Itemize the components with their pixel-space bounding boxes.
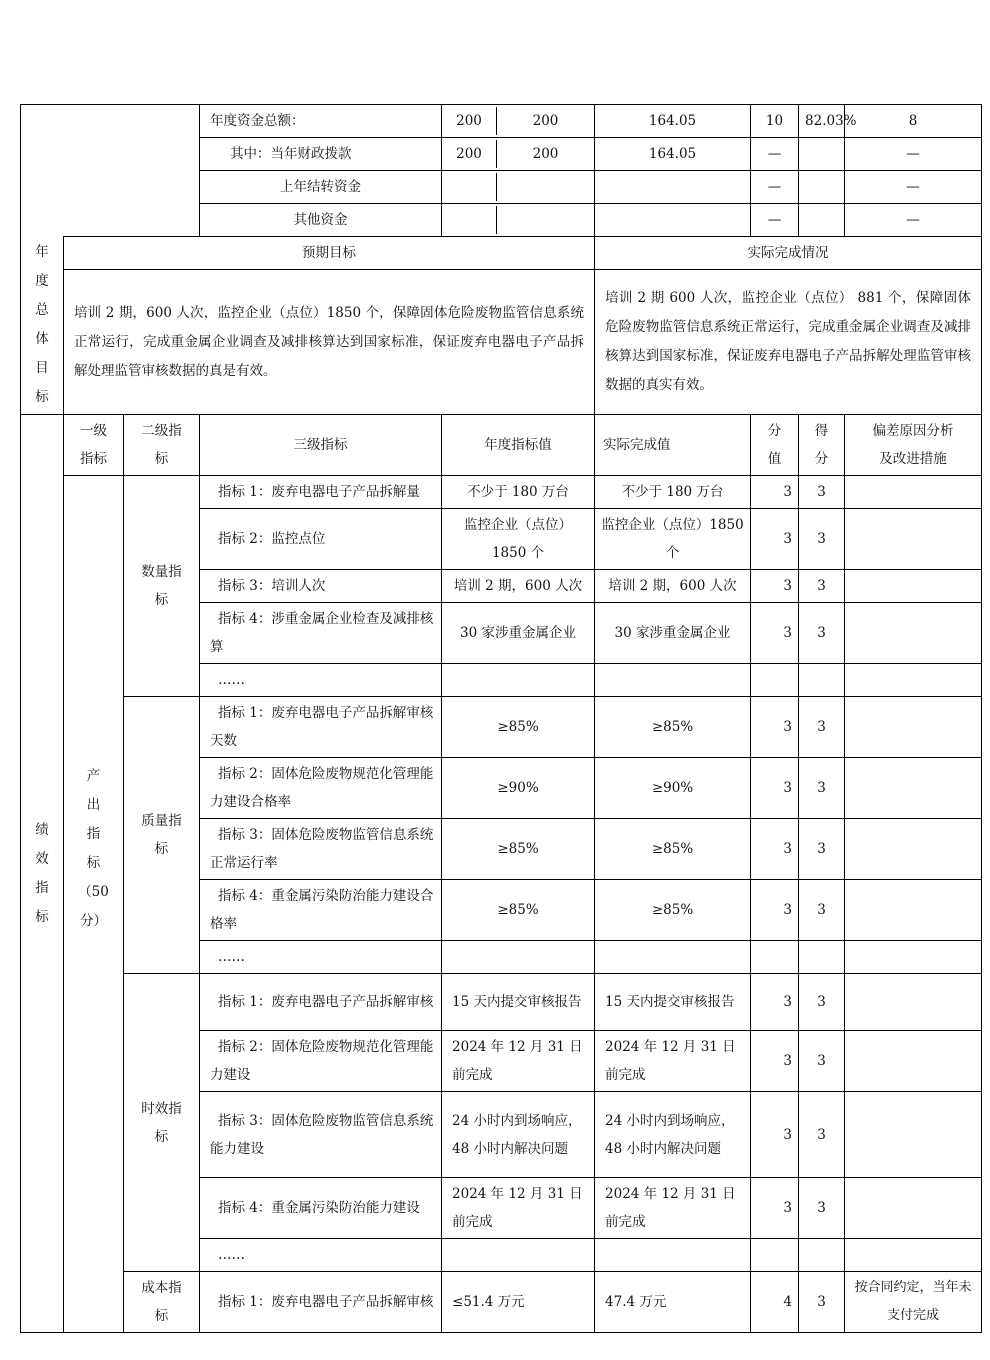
funds-fiscal-rate bbox=[799, 138, 845, 171]
header-level2: 二级指 标 bbox=[124, 415, 200, 476]
funds-fiscal-a: 200 bbox=[442, 140, 497, 168]
indicator-target: 培训 2 期，600 人次 bbox=[442, 570, 595, 603]
funds-carryover-score-value: — bbox=[751, 171, 799, 204]
indicator-score: 3 bbox=[799, 1092, 845, 1178]
funds-total-label: 年度资金总额： bbox=[200, 105, 442, 138]
indicator-score: 3 bbox=[799, 603, 845, 664]
indicator-name: 指标 2：固体危险废物规范化管理能力建设 bbox=[200, 1031, 442, 1092]
header-level3: 三级指标 bbox=[200, 415, 442, 476]
indicator-score-value: 3 bbox=[751, 819, 799, 880]
indicator-actual: ≥90% bbox=[595, 758, 751, 819]
timeliness-indicator-label: 时效指 标 bbox=[124, 974, 200, 1272]
header-score-value: 分 值 bbox=[751, 415, 799, 476]
cost-indicator-label: 成本指 标 bbox=[124, 1272, 200, 1333]
indicator-score: 3 bbox=[799, 974, 845, 1031]
indicator-actual: ≥85% bbox=[595, 819, 751, 880]
table-row bbox=[21, 697, 982, 758]
quality-indicator-label: 质量指 标 bbox=[124, 697, 200, 974]
indicator-score: 3 bbox=[799, 476, 845, 509]
indicator-score-value: 3 bbox=[751, 758, 799, 819]
funds-carryover-label: 上年结转资金 bbox=[200, 171, 442, 204]
funds-total-b: 200 bbox=[532, 113, 559, 129]
header-level1: 一级 指标 bbox=[64, 415, 124, 476]
indicator-score-value: 3 bbox=[751, 1092, 799, 1178]
indicator-target: ≥85% bbox=[442, 819, 595, 880]
indicator-score: 3 bbox=[799, 570, 845, 603]
indicator-actual: ≥85% bbox=[595, 880, 751, 941]
indicator-actual: 24 小时内到场响应，48 小时内解决问题 bbox=[595, 1092, 751, 1178]
indicator-target: 不少于 180 万台 bbox=[442, 476, 595, 509]
header-reason: 偏差原因分析 及改进措施 bbox=[845, 415, 982, 476]
funds-fiscal-b: 200 bbox=[532, 146, 559, 162]
indicator-actual: 15 天内提交审核报告 bbox=[595, 974, 751, 1031]
indicator-target: ≥90% bbox=[442, 758, 595, 819]
indicator-actual: 47.4 万元 bbox=[595, 1272, 751, 1333]
indicator-target: ≤51.4 万元 bbox=[442, 1272, 595, 1333]
table-row bbox=[21, 1272, 982, 1333]
funds-row-total bbox=[21, 105, 982, 138]
funds-total-score-value: 10 bbox=[751, 105, 799, 138]
indicator-score-value: 4 bbox=[751, 1272, 799, 1333]
indicator-name: 指标 2：固体危险废物规范化管理能力建设合格率 bbox=[200, 758, 442, 819]
indicator-score-value: 3 bbox=[751, 1178, 799, 1239]
indicator-target: 24 小时内到场响应，48 小时内解决问题 bbox=[442, 1092, 595, 1178]
indicator-name: 指标 1：废弃电器电子产品拆解量 bbox=[200, 476, 442, 509]
indicator-target: ≥85% bbox=[442, 880, 595, 941]
quantity-indicator-label: 数量指 标 bbox=[124, 476, 200, 697]
output-indicator-label: 产 出 指 标 （50 分） bbox=[64, 476, 124, 1333]
table-row bbox=[21, 974, 982, 1031]
funds-total-score: 8 bbox=[908, 113, 918, 129]
header-score: 得 分 bbox=[799, 415, 845, 476]
indicator-score: 3 bbox=[799, 697, 845, 758]
indicator-target: 2024 年 12 月 31 日前完成 bbox=[442, 1178, 595, 1239]
indicator-name: 指标 1：废弃电器电子产品拆解审核 bbox=[200, 1272, 442, 1333]
ellipsis-cell: …… bbox=[200, 941, 442, 974]
indicator-score: 3 bbox=[799, 758, 845, 819]
indicator-name: 指标 2：监控点位 bbox=[200, 509, 442, 570]
funds-other-label: 其他资金 bbox=[200, 204, 442, 237]
indicator-name: 指标 1：废弃电器电子产品拆解审核天数 bbox=[200, 697, 442, 758]
indicator-name: 指标 3：固体危险废物监管信息系统正常运行率 bbox=[200, 819, 442, 880]
performance-evaluation-table bbox=[20, 104, 982, 1333]
indicator-actual: 监控企业（点位）1850 个 bbox=[595, 509, 751, 570]
funds-fiscal-score-value: — bbox=[751, 138, 799, 171]
indicator-target: ≥85% bbox=[442, 697, 595, 758]
indicator-score: 3 bbox=[799, 509, 845, 570]
goals-side-label: 年 度 总 体 目 标 bbox=[21, 237, 64, 415]
indicator-score-value: 3 bbox=[751, 603, 799, 664]
indicator-score: 3 bbox=[799, 1178, 845, 1239]
indicator-score-value: 3 bbox=[751, 476, 799, 509]
indicator-name: 指标 3：培训人次 bbox=[200, 570, 442, 603]
indicator-name: 指标 3：固体危险废物监管信息系统能力建设 bbox=[200, 1092, 442, 1178]
funds-other-score: — bbox=[845, 204, 982, 237]
indicator-name: 指标 1：废弃电器电子产品拆解审核 bbox=[200, 974, 442, 1031]
indicator-score: 3 bbox=[799, 819, 845, 880]
expected-goal-header: 预期目标 bbox=[64, 237, 595, 270]
indicator-name: 指标 4：重金属污染防治能力建设合格率 bbox=[200, 880, 442, 941]
indicator-name: 指标 4：重金属污染防治能力建设 bbox=[200, 1178, 442, 1239]
perf-header-row bbox=[21, 415, 982, 476]
indicator-score-value: 3 bbox=[751, 974, 799, 1031]
indicator-score-value: 3 bbox=[751, 1031, 799, 1092]
perf-side-label: 绩 效 指 标 bbox=[21, 415, 64, 1333]
header-target: 年度指标值 bbox=[442, 415, 595, 476]
indicator-target: 2024 年 12 月 31 日前完成 bbox=[442, 1031, 595, 1092]
indicator-actual: 2024 年 12 月 31 日前完成 bbox=[595, 1178, 751, 1239]
indicator-actual: 30 家涉重金属企业 bbox=[595, 603, 751, 664]
funds-total-c: 164.05 bbox=[595, 105, 751, 138]
indicator-score: 3 bbox=[799, 1031, 845, 1092]
indicator-actual: 不少于 180 万台 bbox=[595, 476, 751, 509]
indicator-score: 3 bbox=[799, 880, 845, 941]
indicator-name: 指标 4：涉重金属企业检查及减排核算 bbox=[200, 603, 442, 664]
goals-header-row bbox=[21, 237, 982, 270]
ellipsis-cell: …… bbox=[200, 1239, 442, 1272]
indicator-target: 30 家涉重金属企业 bbox=[442, 603, 595, 664]
funds-fiscal-score: — bbox=[845, 138, 982, 171]
deviation-reason: 按合同约定，当年未支付完成 bbox=[845, 1272, 982, 1333]
funds-blank-cell bbox=[21, 105, 200, 237]
actual-goal-text: 培训 2 期 600 人次，监控企业（点位） 881 个，保障固体危险废物监管信息系统正常运行，完成重金属企业调查及减排核算达到国家标准，保证废弃电器电子产品拆解处理监管审核数据的真实有效。 bbox=[595, 270, 982, 415]
funds-other-score-value: — bbox=[751, 204, 799, 237]
indicator-score-value: 3 bbox=[751, 880, 799, 941]
indicator-score: 3 bbox=[799, 1272, 845, 1333]
indicator-target: 监控企业（点位）1850 个 bbox=[442, 509, 595, 570]
indicator-actual: 2024 年 12 月 31 日前完成 bbox=[595, 1031, 751, 1092]
indicator-score-value: 3 bbox=[751, 509, 799, 570]
funds-total-rate: 82.03% bbox=[799, 105, 845, 138]
indicator-score-value: 3 bbox=[751, 697, 799, 758]
indicator-actual: 培训 2 期，600 人次 bbox=[595, 570, 751, 603]
funds-fiscal-c: 164.05 bbox=[595, 138, 751, 171]
expected-goal-text: 培训 2 期，600 人次，监控企业（点位）1850 个，保障固体危险废物监管信息系统正常运行，完成重金属企业调查及减排核算达到国家标准，保证废弃电器电子产品拆解处理监管审核数据的真是有效。 bbox=[64, 270, 595, 415]
table-row bbox=[21, 476, 982, 509]
indicator-score-value: 3 bbox=[751, 570, 799, 603]
actual-goal-header: 实际完成情况 bbox=[595, 237, 982, 270]
ellipsis-cell: …… bbox=[200, 664, 442, 697]
indicator-target: 15 天内提交审核报告 bbox=[442, 974, 595, 1031]
goals-content-row bbox=[21, 270, 982, 415]
indicator-actual: ≥85% bbox=[595, 697, 751, 758]
funds-carryover-score: — bbox=[845, 171, 982, 204]
header-actual: 实际完成值 bbox=[595, 415, 751, 476]
funds-fiscal-label: 其中：当年财政拨款 bbox=[200, 138, 442, 171]
funds-total-a: 200 bbox=[442, 107, 497, 135]
